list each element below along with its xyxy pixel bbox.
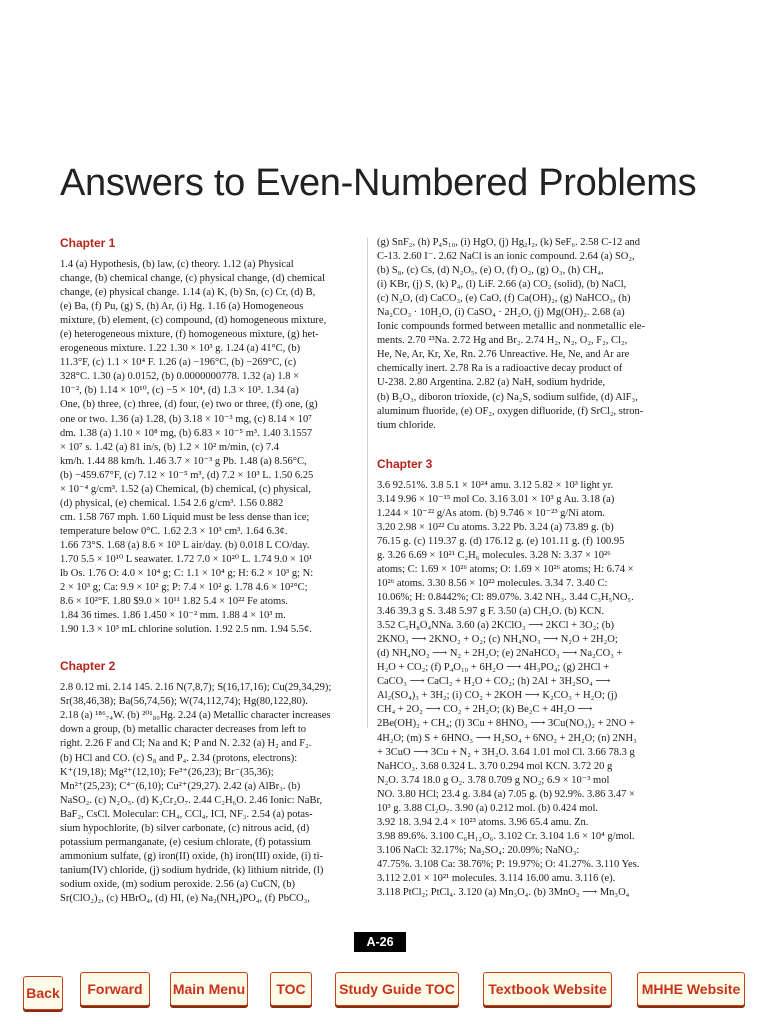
chapter-2-answers: 2.8 0.12 mi. 2.14 145. 2.16 N(7,8,7); S(16,17,16); Cu(29,34,29); Sr(38,46,38); Ba(56,74,56); W(74,112,74); Hg(80,122,80). 2.18 (a) ¹⁸⁶₇₄W. (b) ²⁰¹₈₀Hg. 2.24 (a) Metallic character increases down a group, (b) metallic character decreases from left to right. 2.26 F and Cl; Na and K; P and N. 2.32 (a) H₂ and F₂. (b) HCl and CO. (c) S₈ and P₄. 2.34 (protons, electrons): K⁺(19,18); Mg²⁺(12,10); Fe³⁺(26,23); Br⁻(35,36); Mn²⁺(25,23); C⁴⁻(6,10); Cu²⁺(29,27). 2.42 (a) AlBr₃. (b) NaSO₂. (c) N₂O₅. (d) K₂Cr₂O₇. 2.44 C₂H₆O. 2.46 Ionic: NaBr, BaF₂, CsCl. Molecular: CH₄, CCl₄, ICl, NF₃. 2.54 (a) potas- sium hypochlorite, (b) silver carbonate, (c) nitrous acid, (d) potassium permanganate, (e) cesium chlorate, (f) potassium ammonium sulfate, (g) iron(II) oxide, (h) iron(III) oxide, (i) ti- tanium(IV) chloride, (j) sodium hydride, (k) lithium nitride, (l) sodium oxide, (m) sodium peroxide. 2.56 (a) CuCN, (b) Sr(ClO₂)₂, (c) HBrO₄, (d) HI, (e) Na₂(NH₄)PO₄, (f) PbCO₃, <box>60 682 332 904</box>
right-column <box>377 236 680 900</box>
textbook-website-button[interactable]: Textbook Website <box>483 972 612 1006</box>
toc-button[interactable]: TOC <box>270 972 312 1006</box>
page-number: A-26 <box>354 932 406 952</box>
study-guide-toc-button[interactable]: Study Guide TOC <box>335 972 459 1006</box>
chapter-3-heading: Chapter 3 <box>377 456 433 471</box>
page-title: Answers to Even-Numbered Problems <box>60 162 697 204</box>
mhhe-website-button[interactable]: MHHE Website <box>637 972 745 1006</box>
chapter-2-answers-continued: (g) SnF₂, (h) P₄S₁₀, (i) HgO, (j) Hg₂I₂, (k) SeF₆. 2.58 C-12 and C-13. 2.60 I⁻. 2.62 NaCl is an ionic compound. 2.64 (a) SO₂, (b) S₈, (c) Cs, (d) N₂O₅, (e) O, (f) O₂, (g) O₃, (h) CH₄, (i) KBr, (j) S, (k) P₄, (l) LiF. 2.66 (a) CO₂ (solid), (b) NaCl, (c) N₂O, (d) CaCO₃, (e) CaO, (f) Ca(OH)₂, (g) NaHCO₃, (h) Na₂CO₃ · 10H₂O, (i) CaSO₄ · 2H₂O, (j) Mg(OH)₂. 2.68 (a) Ionic compounds formed between metallic and nonmetallic ele- ments. 2.70 ²³Na. 2.72 Hg and Br₂. 2.74 H₂, N₂, O₂, F₂, Cl₂, He, Ne, Ar, Kr, Xe, Rn. 2.76 Unreactive. He, Ne, and Ar are chemically inert. 2.78 Ra is a radioactive decay product of U-238. 2.80 Argentina. 2.82 (a) NaH, sodium hydride, (b) B₂O₃, diboron trioxide, (c) Na₂S, sodium sulfide, (d) AlF₃, aluminum fluoride, (e) OF₂, oxygen difluoride, (f) SrCl₂, stron- tium chloride. <box>377 237 645 431</box>
chapter-3-answers: 3.6 92.51%. 3.8 5.1 × 10²⁴ amu. 3.12 5.82 × 10³ light yr. 3.14 9.96 × 10⁻¹⁵ mol Co. 3.16 3.01 × 10³ g Au. 3.18 (a) 1.244 × 10⁻²² g/As atom. (b) 9.746 × 10⁻²³ g/Ni atom. 3.20 2.98 × 10²² Cu atoms. 3.22 Pb. 3.24 (a) 73.89 g. (b) 76.15 g. (c) 119.37 g. (d) 176.12 g. (e) 101.11 g. (f) 100.95 g. 3.26 6.69 × 10²¹ C₂H₆ molecules. 3.28 N: 3.37 × 10²⁶ atoms; C: 1.69 × 10²⁶ atoms; O: 1.69 × 10²⁶ atoms; H: 6.74 × 10²⁶ atoms. 3.30 8.56 × 10²² molecules. 3.34 7. 3.40 C: 10.06%; H: 0.8442%; Cl: 89.07%. 3.42 NH₃. 3.44 C₃H₅NO₅. 3.46 39.3 g S. 3.48 5.97 g F. 3.50 (a) CH₂O. (b) KCN. 3.52 C₅H₈O₄NNa. 3.60 (a) 2KClO₃ ⟶ 2KCl + 3O₂; (b) 2KNO₃ ⟶ 2KNO₂ + O₂; (c) NH₄NO₃ ⟶ N₂O + 2H₂O; (d) NH₄NO₂ ⟶ N₂ + 2H₂O; (e) 2NaHCO₃ ⟶ Na₂CO₃ + H₂O + CO₂; (f) P₄O₁₀ + 6H₂O ⟶ 4H₃PO₄; (g) 2HCl + CaCO₃ ⟶ CaCl₂ + H₂O + CO₂; (h) 2Al + 3H₂SO₄ ⟶ Al₂(SO₄)₃ + 3H₂; (i) CO₂ + 2KOH ⟶ K₂CO₃ + H₂O; (j) CH₄ + 2O₂ ⟶ CO₂ + 2H₂O; (k) Be₂C + 4H₂O ⟶ 2Be(OH)₂ + CH₄; (l) 3Cu + 8HNO₃ ⟶ 3Cu(NO₃)₂ + 2NO + 4H₂O; (m) S + 6HNO₃ ⟶ H₂SO₄ + 6NO₂ + 2H₂O; (n) 2NH₃ + 3CuO ⟶ 3Cu + N₂ + 3H₂O. 3.64 1.01 mol Cl. 3.66 78.3 g NaHCO₃. 3.68 0.324 L. 3.70 0.294 mol KCN. 3.72 20 g N₂O. 3.74 18.0 g O₂. 3.78 0.709 g NO₂; 6.9 × 10⁻³ mol NO. 3.80 HCl; 23.4 g. 3.84 (a) 7.05 g. (b) 92.9%. 3.86 3.47 × 10³ g. 3.88 Cl₂O₇. 3.90 (a) 0.212 mol. (b) 0.424 mol. 3.92 18. 3.94 2.4 × 10²³ atoms. 3.96 65.4 amu. Zn. 3.98 89.6%. 3.100 C₆H₁₂O₆. 3.102 Cr. 3.104 1.6 × 10⁴ g/mol. 3.106 NaCl: 32.17%; Na₂SO₄: 20.09%; NaNO₃: 47.75%. 3.108 Ca: 38.76%; P: 19.97%; O: 41.27%. 3.110 Yes. 3.112 2.01 × 10²¹ molecules. 3.114 16.00 amu. 3.116 (e). 3.118 PtCl₂; PtCl₄. 3.120 (a) Mn₃O₄. (b) 3MnO₂ ⟶ Mn₃O₄ <box>377 479 640 899</box>
main-menu-button[interactable]: Main Menu <box>170 972 248 1006</box>
chapter-1-heading: Chapter 1 <box>60 236 116 250</box>
left-column <box>60 236 360 906</box>
column-divider <box>367 238 368 728</box>
chapter-2-heading: Chapter 2 <box>60 659 116 674</box>
forward-button[interactable]: Forward <box>80 972 150 1006</box>
back-button[interactable]: Back <box>23 976 63 1010</box>
navigation-bar <box>0 972 768 1012</box>
chapter-1-answers: 1.4 (a) Hypothesis, (b) law, (c) theory. 1.12 (a) Physical change, (b) chemical change, (c) physical change, (d) chemical change, (e) physical change. 1.14 (a) K, (b) Sn, (c) Cr, (d) B, (e) Ba, (f) Pu, (g) S, (h) Ar, (i) Hg. 1.16 (a) Homogeneous mixture, (b) element, (c) compound, (d) homogeneous mixture, (e) heterogeneous mixture, (f) homogeneous mixture, (g) het- erogeneous mixture. 1.22 1.30 × 10³ g. 1.24 (a) 41°C, (b) 11.3°F, (c) 1.1 × 10⁴ F. 1.26 (a) −196°C, (b) −269°C, (c) 328°C. 1.30 (a) 0.0152, (b) 0.0000000778. 1.32 (a) 1.8 × 10⁻², (b) 1.14 × 10¹⁰, (c) −5 × 10⁴, (d) 1.3 × 10³. 1.34 (a) One, (b) three, (c) three, (d) four, (e) two or three, (f) one, (g) one or two. 1.36 (a) 1.28, (b) 3.18 × 10⁻³ mg, (c) 8.14 × 10⁷ dm. 1.38 (a) 1.10 × 10⁸ mg, (b) 6.83 × 10⁻⁵ m³. 1.40 3.1557 × 10⁷ s. 1.42 (a) 81 in/s, (b) 1.2 × 10² m/min, (c) 7.4 km/h. 1.44 88 km/h. 1.46 3.7 × 10⁻³ g Pb. 1.48 (a) 8.56°C, (b) −459.67°F, (c) 7.12 × 10⁻⁵ m³, (d) 7.2 × 10³ L. 1.50 6.25 × 10⁻⁴ g/cm³. 1.52 (a) Chemical, (b) chemical, (c) physical, (d) physical, (e) chemical. 1.54 2.6 g/cm³. 1.56 0.882 cm. 1.58 767 mph. 1.60 Liquid must be less dense than ice; temperature below 0°C. 1.62 2.3 × 10³ cm³. 1.64 6.3¢. 1.66 73°S. 1.68 (a) 8.6 × 10³ L air/day. (b) 0.018 L CO/day. 1.70 5.5 × 10¹⁰ L seawater. 1.72 7.0 × 10²⁰ L. 1.74 9.0 × 10¹ lb Os. 1.76 O: 4.0 × 10⁴ g; C: 1.1 × 10⁴ g; H: 6.2 × 10³ g; N: 2 × 10³ g; Ca: 9.9 × 10² g; P: 7.4 × 10² g. 1.78 4.6 × 10²°C; 8.6 × 10²°F. 1.80 $9.0 × 10¹¹ 1.82 5.4 × 10²² Fe atoms. 1.84 36 times. 1.86 1.450 × 10⁻² mm. 1.88 4 × 10³ m. 1.90 1.3 × 10³ mL chlorine solution. 1.92 2.5 nm. 1.94 5.5¢. <box>60 259 327 636</box>
